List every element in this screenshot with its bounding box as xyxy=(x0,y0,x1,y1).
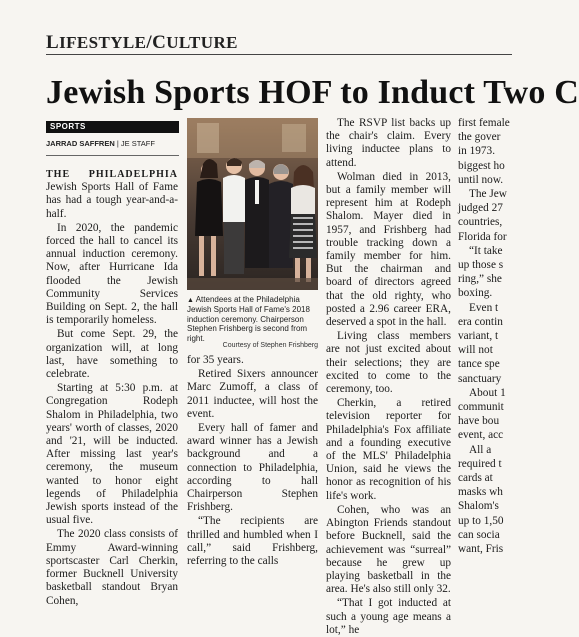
article-column-1 xyxy=(46,168,178,608)
paragraph-text: biggest ho xyxy=(458,159,505,172)
paragraph-text: have bou xyxy=(458,415,500,428)
paragraph-text: communit xyxy=(458,401,504,414)
section-initial-1: L xyxy=(46,32,60,53)
photo-illustration xyxy=(187,118,318,290)
paragraph-text: But come Sept. 29, the organization will, at long last, have something to celebrate. xyxy=(46,328,178,381)
paragraph-text: Starting at 5:30 p.m. at Congregation Rodeph Shalom in Philadelphia, two years' worth of classes, 2020 and '21, will be inducted. After missing last year's ceremony, the museum wanted to honor eight legends of Philadelphia Jewish sports instead of the usual five. xyxy=(46,382,178,527)
section-initial-2: C xyxy=(152,32,167,53)
section-header xyxy=(46,32,238,54)
article-paragraph xyxy=(46,328,178,381)
paragraph-text: up those s xyxy=(458,259,504,272)
photo-credit: Courtesy of Stephen Frishberg xyxy=(222,342,318,349)
section-word-1: IFESTYLE xyxy=(59,33,147,52)
article-paragraph xyxy=(458,358,578,371)
article-paragraph xyxy=(46,528,178,607)
article-paragraph xyxy=(326,171,451,329)
article-paragraph xyxy=(326,504,451,596)
article-paragraph xyxy=(458,160,578,173)
section-separator: / xyxy=(146,32,153,53)
article-paragraph xyxy=(326,597,451,637)
section-word-2: ULTURE xyxy=(166,33,238,52)
paragraph-text: required t xyxy=(458,457,502,470)
byline-name: JARRAD SAFFREN xyxy=(46,139,115,148)
lead-in: THE PHILADELPHIA xyxy=(46,169,178,180)
article-paragraph xyxy=(46,222,178,328)
article-paragraph xyxy=(458,131,578,144)
paragraph-text: in 1973. xyxy=(458,145,496,158)
article-paragraph xyxy=(458,245,578,258)
article-paragraph xyxy=(187,354,318,367)
paragraph-text: for 35 years. xyxy=(187,354,244,366)
article-paragraph xyxy=(458,543,578,556)
article-paragraph xyxy=(326,330,451,396)
paragraph-text: ring,” she xyxy=(458,273,502,286)
article-paragraph xyxy=(458,458,578,471)
paragraph-text: “The recipients are thrilled and humbled when I call,” said Frishberg, referring to the calls xyxy=(187,515,318,568)
article-paragraph xyxy=(46,168,178,221)
paragraph-text: Living class members are not just excited about their selections; they are excited to come to the ceremony, too. xyxy=(326,330,451,396)
paragraph-text: tance spe xyxy=(458,358,500,371)
paragraph-text: first female xyxy=(458,117,510,129)
article-column-2 xyxy=(187,354,318,568)
article-paragraph xyxy=(458,174,578,187)
article-paragraph xyxy=(458,387,578,400)
byline xyxy=(46,139,179,156)
article-paragraph xyxy=(458,472,578,485)
paragraph-text: countries, xyxy=(458,216,503,229)
article-paragraph xyxy=(458,373,578,386)
paragraph-text: Jewish Sports Hall of Fame has had a tough year-and-a-half. xyxy=(46,181,178,220)
paragraph-text: can socia xyxy=(458,528,500,541)
photo-caption xyxy=(187,295,318,343)
paragraph-text: “That I got inducted at such a young age means a lot,” he xyxy=(326,597,451,636)
article-paragraph xyxy=(458,401,578,414)
article-paragraph xyxy=(458,330,578,343)
paragraph-text: In 2020, the pandemic forced the hall to cancel its annual induction ceremony. Now, after Hurricane Ida flooded the Jewish Community Services Building on Sept. 2, the hall is temporarily homeless. xyxy=(46,221,178,327)
paragraph-text: Shalom's xyxy=(458,500,499,513)
article-column-4 xyxy=(458,117,578,556)
paragraph-text: Wolman died in 2013, but a family member will represent him at Rodeph Shalom. Mayer died in 1957, and Frishberg had trouble tracking down a family member for him. But the chairman and board of directors agreed that the old righty, who posted a 2.96 career ERA, deserved a spot in the hall. xyxy=(326,170,451,329)
article-paragraph xyxy=(458,500,578,513)
paragraph-text: Every hall of famer and award winner has a Jewish background and a connection to Philadelphia, according to hall Chairperson Stephen Frishberg. xyxy=(187,422,318,514)
article-column-3 xyxy=(326,117,451,637)
paragraph-text: cards at xyxy=(458,472,493,485)
article-paragraph xyxy=(458,231,578,244)
article-paragraph xyxy=(458,529,578,542)
byline-separator: | xyxy=(114,139,121,148)
paragraph-text: Even t xyxy=(469,301,499,314)
article-paragraph xyxy=(458,415,578,428)
paragraph-text: “It take xyxy=(469,244,503,257)
article-paragraph xyxy=(458,287,578,300)
article-paragraph xyxy=(458,515,578,528)
article-paragraph xyxy=(458,202,578,215)
article-paragraph xyxy=(458,302,578,315)
paragraph-text: The RSVP list backs up the chair's claim. Every living inductee plans to attend. xyxy=(326,117,451,169)
paragraph-text: era contin xyxy=(458,315,503,328)
article-paragraph xyxy=(46,382,178,527)
article-paragraph xyxy=(458,117,578,130)
byline-role: JE STAFF xyxy=(120,139,155,148)
paragraph-text: judged 27 xyxy=(458,202,503,215)
paragraph-text: boxing. xyxy=(458,287,493,300)
caption-text: Attendees at the Philadelphia Jewish Sports Hall of Fame's 2018 induction ceremony. Chairperson Stephen Frishberg is second from right. xyxy=(187,295,310,343)
headline: Jewish Sports HOF to Induct Two C xyxy=(46,74,579,111)
paragraph-text: Retired Sixers announcer Marc Zumoff, a class of 2011 inductee, will host the event. xyxy=(187,368,318,420)
article-paragraph xyxy=(458,273,578,286)
paragraph-text: sanctuary xyxy=(458,372,502,385)
paragraph-text: the gover xyxy=(458,131,501,144)
paragraph-text: variant, t xyxy=(458,330,499,343)
paragraph-text: Cohen, who was an Abington Friends standout before Bucknell, said the achievement was “surreal” because he grew up playing basketball in the area. He's also still only 32. xyxy=(326,503,451,596)
paragraph-text: The Jew xyxy=(469,188,507,201)
article-paragraph xyxy=(326,117,451,170)
article-paragraph xyxy=(458,429,578,442)
paragraph-text: All a xyxy=(469,443,492,456)
paragraph-text: The 2020 class consists of Emmy Award-winning sportscaster Carl Cherkin, former Bucknell University basketball standout Bryan Cohen, xyxy=(46,528,178,607)
paragraph-text: masks wh xyxy=(458,486,503,499)
paragraph-text: event, acc xyxy=(458,429,504,442)
article-paragraph xyxy=(458,486,578,499)
article-paragraph xyxy=(458,145,578,158)
paragraph-text: will not xyxy=(458,344,493,357)
article-paragraph xyxy=(187,368,318,421)
article-paragraph xyxy=(187,422,318,514)
article-photo xyxy=(187,118,318,290)
article-paragraph xyxy=(458,316,578,329)
section-label: SPORTS xyxy=(46,121,179,133)
caption-triangle-icon: ▲ xyxy=(187,297,194,304)
article-paragraph xyxy=(458,259,578,272)
paragraph-text: until now. xyxy=(458,173,504,186)
paragraph-text: Florida for xyxy=(458,230,507,243)
paragraph-text: About 1 xyxy=(469,386,506,399)
header-rule xyxy=(46,54,512,55)
article-paragraph xyxy=(458,216,578,229)
paragraph-text: up to 1,50 xyxy=(458,514,504,527)
article-paragraph xyxy=(326,397,451,503)
paragraph-text: Cherkin, a retired television reporter for Philadelphia's Fox affiliate and a founding executive of the MLS' Philadelphia Union, said he views the honor as recognition of his life's work. xyxy=(326,397,451,502)
article-paragraph xyxy=(458,188,578,201)
article-paragraph xyxy=(458,344,578,357)
article-paragraph xyxy=(458,444,578,457)
article-paragraph xyxy=(187,515,318,568)
paragraph-text: want, Fris xyxy=(458,543,504,556)
